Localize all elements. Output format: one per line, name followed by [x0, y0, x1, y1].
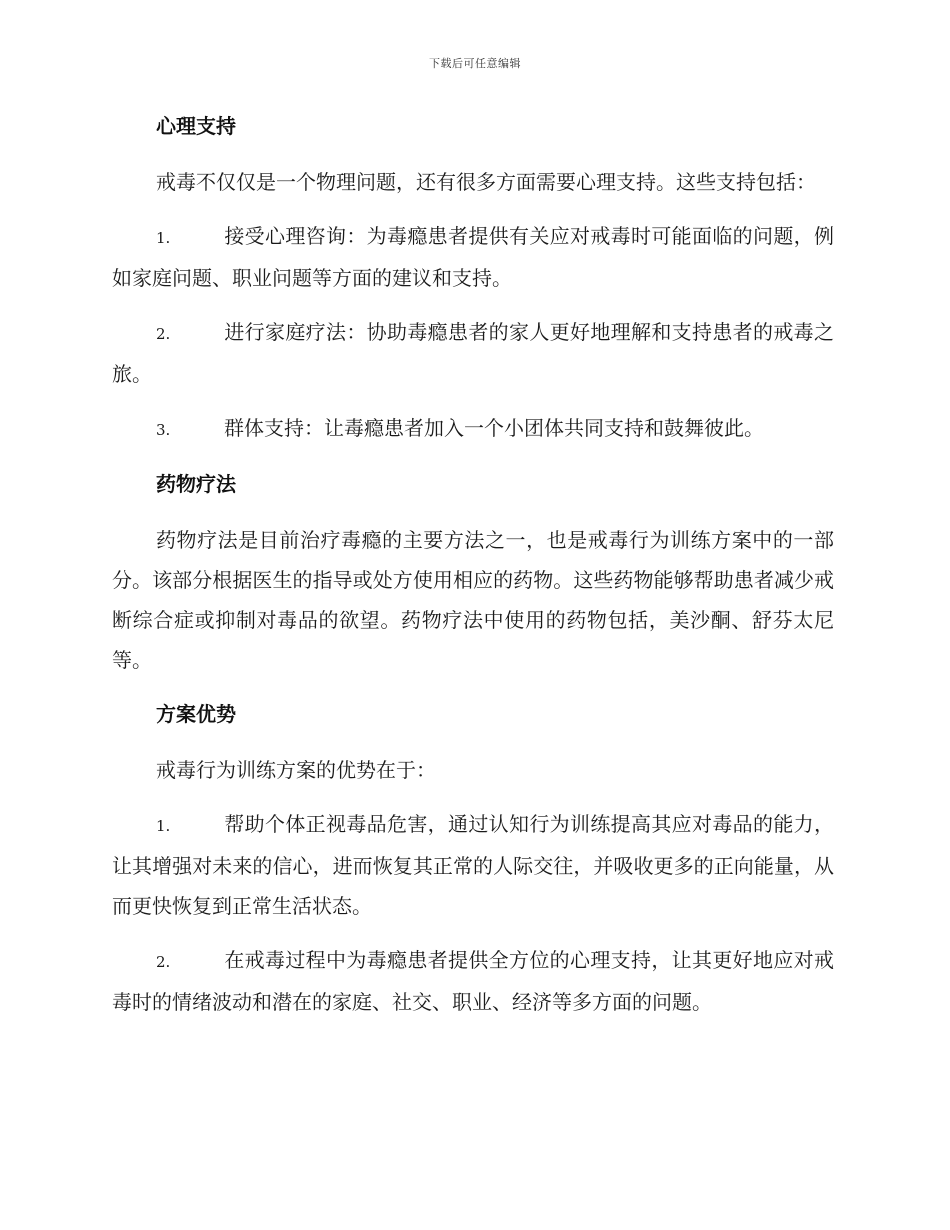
list-item-text: 在戒毒过程中为毒瘾患者提供全方位的心理支持，让其更好地应对戒毒时的情绪波动和潜在的家庭、社交、职业、经济等多方面的问题。 [112, 948, 834, 1014]
list-item-text: 进行家庭疗法：协助毒瘾患者的家人更好地理解和支持患者的戒毒之旅。 [112, 320, 834, 386]
list-item [112, 312, 834, 394]
list-number: 2. [156, 325, 171, 343]
drug-paragraph: 药物疗法是目前治疗毒瘾的主要方法之一，也是戒毒行为训练方案中的一部分。该部分根据医生的指导或处方使用相应的药物。这些药物能够帮助患者减少戒断综合症或抑制对毒品的欲望。药物疗法中使用的药物包括，美沙酮、舒芬太尼等。 [112, 528, 834, 672]
header-note: 下载后可任意编辑 [429, 57, 521, 70]
document-content [112, 106, 834, 1022]
list-number: 1. [156, 229, 171, 247]
psych-intro-paragraph: 戒毒不仅仅是一个物理问题，还有很多方面需要心理支持。这些支持包括： [156, 170, 816, 194]
list-item-text: 帮助个体正视毒品危害，通过认知行为训练提高其应对毒品的能力，让其增强对未来的信心，进而恢复其正常的人际交往，并吸收更多的正向能量，从而更快恢复到正常生活状态。 [112, 812, 834, 918]
list-number: 3. [156, 421, 171, 439]
list-number: 1. [156, 817, 171, 835]
list-item [112, 804, 834, 926]
section-heading-psych: 心理支持 [156, 114, 236, 138]
section-heading-drug: 药物疗法 [156, 472, 236, 496]
list-item-text: 群体支持：让毒瘾患者加入一个小团体共同支持和鼓舞彼此。 [224, 416, 764, 440]
list-item [112, 408, 834, 450]
list-item [112, 216, 834, 298]
list-item [112, 940, 834, 1022]
list-number: 2. [156, 953, 171, 971]
section-heading-advantage: 方案优势 [156, 702, 236, 726]
list-item-text: 接受心理咨询：为毒瘾患者提供有关应对戒毒时可能面临的问题，例如家庭问题、职业问题等方面的建议和支持。 [112, 224, 834, 290]
advantage-intro-paragraph: 戒毒行为训练方案的优势在于： [156, 758, 436, 782]
